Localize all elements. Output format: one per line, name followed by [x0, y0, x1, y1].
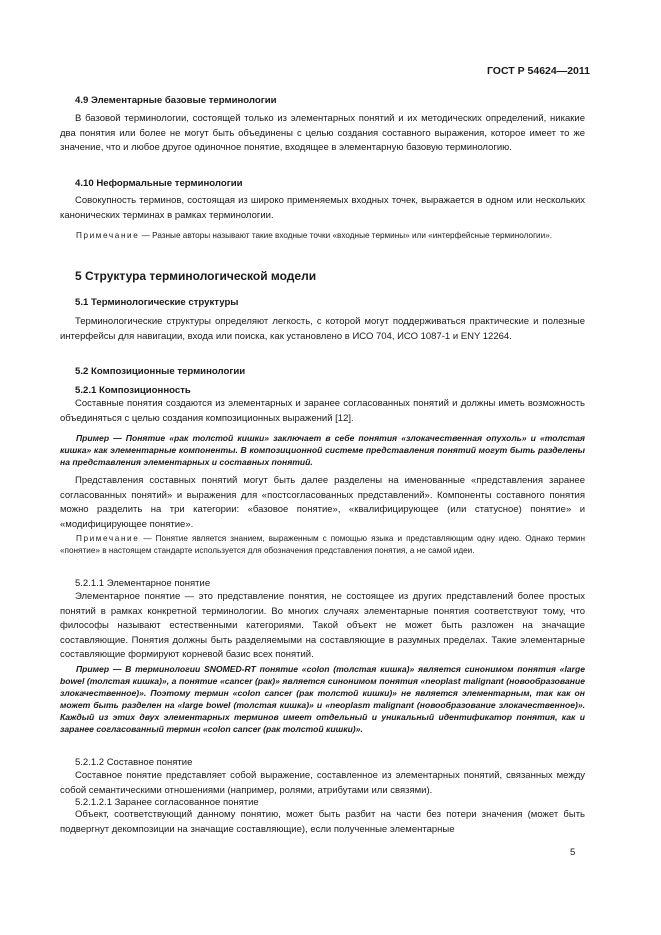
heading-5-2-1-1: 5.2.1.1 Элементарное понятие	[75, 578, 211, 589]
note-body: — Разные авторы называют такие входные точки «входные термины» или «интерфейсные терминологии».	[139, 231, 553, 240]
paragraph: Объект, соответствующий данному понятию, может быть разбит на части без потери значения (может быть подвергнут декомпозиции на значащие составляющие), если полученные элементарные	[60, 809, 585, 835]
paragraph: Представления составных понятий могут быть далее разделены на именованные «представления заранее согласованных понятий» и выражения для «постсогласованных представлений». Компоненты составного понятия можно разделить на три категории: «базовое понятие», «квалифицирующее (или статусное) понятие» и «модифицирующее понятие».	[60, 475, 585, 530]
note-body: — Понятие является знанием, выраженным с помощью языка и представляющим одну идею. Однако термин «понятие» в настоящем стандарте используется для обозначения представления понятия, а не самой идеи.	[60, 534, 585, 555]
example-text: Пример — В терминологии SNOMED-RT понятие «colon (толстая кишка)» является синонимом понятия «large bowel (толстая кишка)», а понятие «cancer (рак)» является синонимом понятия «neoplast malignant (новообразование злокачественное)». Поэтому термин «colon cancer (рак толстой кишки)» не является элементарным, так как он может быть разделен на «large bowel (толстая кишка)» и «neoplasm malignant (новообразование злокачественное)». Каждый из этих двух элементарных терминов имеет отдельный и уникальный идентификатор понятия, как и заранее согласованный термин «colon cancer (рак толстой кишки)».	[60, 664, 585, 734]
example-5-2-1-1	[60, 663, 585, 735]
section-5-2-1-2-body	[60, 769, 585, 798]
heading-4-10: 4.10 Неформальные терминологии	[75, 178, 243, 189]
example-text: Пример — Понятие «рак толстой кишки» заключает в себе понятия «злокачественная опухоль» и «толстая кишка» как элементарные компоненты. В композиционной системе представления понятий могут быть разделены на представления элементарных и составных понятий.	[60, 433, 585, 467]
heading-5: 5 Структура терминологической модели	[75, 269, 317, 283]
paragraph: Терминологические структуры определяют легкость, с которой могут поддерживаться практические и полезные интерфейсы для навигации, входа или поиска, как установлено в ИСО 704, ИСО 1087-1 и ENY 12264.	[60, 316, 585, 342]
document-id-header: ГОСТ Р 54624—2011	[486, 65, 590, 77]
heading-5-2-1: 5.2.1 Композиционность	[75, 385, 191, 396]
paragraph: Элементарное понятие — это представление понятия, не состоящее из других представлений более простых понятий в рамках конкретной терминологии. Во многих случаях элементарные понятия соответствуют тому, что философы называют естественными категориями. Такой объект не может быть разложен на значащие составляющие. Понятия должны быть разделяемыми на составляющие в разумных пределах. Такие элементарные составляющие формируют корневой базис всех понятий.	[60, 591, 585, 660]
paragraph: Составные понятия создаются из элементарных и заранее согласованных понятий и должны иметь возможность объединяться с целью создания композиционных выражений [12].	[60, 398, 585, 424]
section-5-1-body	[60, 315, 585, 344]
note-label: Примечание	[76, 231, 140, 240]
paragraph: Составное понятие представляет собой выражение, составленное из элементарных понятий, связанных между собой семантическими отношениями (например, ролями, атрибутами или связями).	[60, 770, 585, 796]
heading-5-2: 5.2 Композиционные терминологии	[75, 366, 246, 377]
note-4-10	[60, 230, 585, 242]
note-label: Примечание	[76, 534, 140, 543]
heading-5-2-1-2: 5.2.1.2 Составное понятие	[75, 757, 193, 768]
heading-5-1: 5.1 Терминологические структуры	[75, 297, 239, 308]
heading-4-9: 4.9 Элементарные базовые терминологии	[75, 95, 277, 106]
example-5-2-1	[60, 432, 585, 468]
section-5-2-1-body	[60, 397, 585, 426]
paragraph: В базовой терминологии, состоящей только из элементарных понятий и их методических определений, никакие два понятия или более не могут быть объединены с целью создания составного выражения, которое имеет то же значение, что и любое другое одиночное понятие, входящее в элементарную базовую терминологию.	[60, 113, 585, 153]
note-text	[60, 230, 585, 242]
note-text	[60, 533, 585, 556]
paragraph: Совокупность терминов, состоящая из широко применяемых входных точек, выражается в одном или нескольких канонических терминах в рамках терминологии.	[60, 195, 585, 221]
note-5-2-1	[60, 533, 585, 556]
section-4-10-body	[60, 194, 585, 223]
page-number: 5	[570, 847, 576, 858]
section-4-9-body	[60, 112, 585, 156]
section-5-2-1-1-body	[60, 590, 585, 663]
section-5-2-1-body-2	[60, 474, 585, 532]
section-5-2-1-2-1-body	[60, 808, 585, 837]
heading-5-2-1-2-1: 5.2.1.2.1 Заранее согласованное понятие	[75, 797, 259, 808]
